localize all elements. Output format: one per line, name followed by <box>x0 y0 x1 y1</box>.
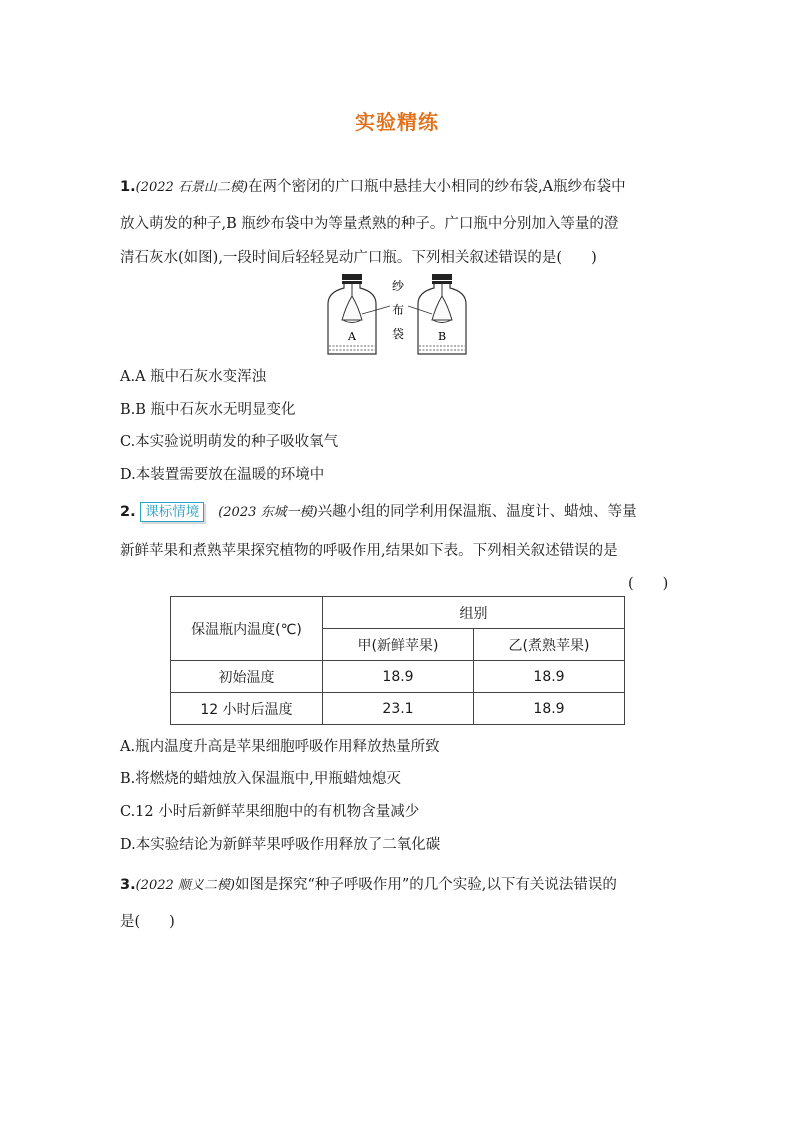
table-row <box>171 693 625 725</box>
table-row-label: 初始温度 <box>171 661 323 693</box>
q1-option-d: D.本装置需要放在温暖的环境中 <box>120 467 325 483</box>
bag-label-3: 袋 <box>392 327 405 341</box>
page-title: 实验精练 <box>355 110 439 134</box>
q1-source: (2022 石景山二模) <box>135 180 248 195</box>
q1-option-c: C.本实验说明萌发的种子吸收氧气 <box>120 434 339 450</box>
q1-number: 1. <box>120 179 136 195</box>
q2-option-c: C.12 小时后新鲜苹果细胞中的有机物含量减少 <box>120 804 420 820</box>
q1-option-b: B.B 瓶中石灰水无明显变化 <box>120 402 296 418</box>
q2-option-d: D.本实验结论为新鲜苹果呼吸作用释放了二氧化碳 <box>120 837 441 853</box>
q3-text-1: 如图是探究“种子呼吸作用”的几个实验,以下有关说法错误的 <box>234 877 617 893</box>
jar-b-label: B <box>438 330 447 343</box>
table-cell: 23.1 <box>323 693 474 725</box>
q2-option-a: A.瓶内温度升高是苹果细胞呼吸作用释放热量所致 <box>120 739 440 755</box>
q2-line-2: 新鲜苹果和煮熟苹果探究植物的呼吸作用,结果如下表。下列相关叙述错误的是 <box>120 543 618 559</box>
q2-source: (2023 东城一模) <box>218 505 318 520</box>
bag-label-2: 布 <box>392 303 405 317</box>
temperature-table <box>170 596 625 725</box>
q3-number: 3. <box>120 877 136 893</box>
jar-figure <box>324 270 468 360</box>
jar-a-label: A <box>348 330 356 343</box>
q2-text-1: 兴趣小组的同学利用保温瓶、温度计、蜡烛、等量 <box>317 504 637 520</box>
q3-line-1 <box>120 873 617 894</box>
leader-line-b <box>408 306 432 314</box>
table-group-header: 组别 <box>323 597 625 629</box>
table-cell: 18.9 <box>474 661 625 693</box>
q2-answer-blank: ( ) <box>628 576 669 592</box>
q1-line-2: 放入萌发的种子,B 瓶纱布袋中为等量煮熟的种子。广口瓶中分别加入等量的澄 <box>120 216 619 232</box>
context-badge: 课标情境 <box>140 502 204 522</box>
q1-line-3: 清石灰水(如图),一段时间后轻轻晃动广口瓶。下列相关叙述错误的是( ) <box>120 250 597 266</box>
q1-option-a: A.A 瓶中石灰水变浑浊 <box>120 369 267 385</box>
table-row-header: 保温瓶内温度(℃) <box>171 597 323 661</box>
table-col-cooked: 乙(煮熟苹果) <box>474 629 625 661</box>
q2-line-1 <box>120 500 637 522</box>
q3-source: (2022 顺义二模) <box>135 878 235 893</box>
q2-option-b: B.将燃烧的蜡烛放入保温瓶中,甲瓶蜡烛熄灭 <box>120 771 401 787</box>
q2-number: 2. <box>120 504 136 520</box>
bag-label-1: 纱 <box>392 279 405 293</box>
table-cell: 18.9 <box>474 693 625 725</box>
q1-text-1: 在两个密闭的广口瓶中悬挂大小相同的纱布袋,A瓶纱布袋中 <box>247 179 626 195</box>
table-col-fresh: 甲(新鲜苹果) <box>323 629 474 661</box>
jar-diagram <box>324 270 468 356</box>
table-row-label: 12 小时后温度 <box>171 693 323 725</box>
table-cell: 18.9 <box>323 661 474 693</box>
q3-line-2: 是( ) <box>120 914 175 930</box>
q1-line-1 <box>120 175 626 196</box>
table-row <box>171 661 625 693</box>
